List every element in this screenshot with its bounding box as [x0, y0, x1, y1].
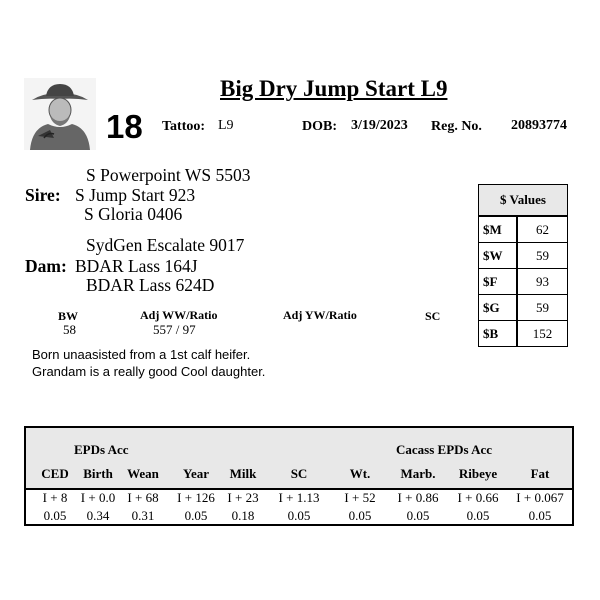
- epd-accuracy: 0.05: [43, 508, 67, 523]
- epd-value: I + 1.13: [278, 490, 320, 505]
- animal-name: Big Dry Jump Start L9: [220, 76, 448, 101]
- svalue-value: 59: [517, 243, 568, 269]
- svalue-label: $B: [479, 321, 518, 347]
- epd-value: I + 0.0: [80, 490, 116, 505]
- epd-accuracy: 0.18: [231, 508, 255, 523]
- epd-value: I + 126: [177, 490, 215, 505]
- epd-value: I + 0.66: [457, 490, 499, 505]
- table-row: [479, 243, 568, 269]
- epd-column-header: Wt.: [349, 466, 371, 481]
- epd-accuracy: 0.31: [131, 508, 155, 523]
- svalue-label: $W: [479, 243, 518, 269]
- sire-dam: S Gloria 0406: [84, 204, 183, 224]
- epd-accuracy: 0.34: [86, 508, 110, 523]
- epd-column-header: CED: [41, 466, 69, 481]
- reg-label: Reg. No.: [431, 119, 482, 134]
- epd-column-header: Year: [183, 466, 209, 481]
- sire-name: S Jump Start 923: [75, 185, 196, 205]
- tattoo-label: Tattoo:: [162, 119, 206, 134]
- svalue-label: $M: [479, 216, 518, 243]
- lot-number: 18: [106, 108, 143, 145]
- svalue-value: 59: [517, 295, 568, 321]
- dollar-values-table: [478, 184, 568, 347]
- epd-accuracy: 0.05: [528, 508, 552, 523]
- cowboy-logo: [24, 78, 96, 150]
- dam-dam: BDAR Lass 624D: [86, 275, 215, 295]
- epd-column-header: Fat: [530, 466, 550, 481]
- svalue-value: 93: [517, 269, 568, 295]
- epd-column-header: Marb.: [400, 466, 436, 481]
- ww-label: Adj WW/Ratio: [140, 308, 218, 322]
- epd-column-header: SC: [290, 466, 308, 481]
- epd-value: I + 23: [227, 490, 259, 505]
- epd-column-header: Birth: [83, 466, 113, 481]
- epd-value: I + 0.86: [397, 490, 439, 505]
- table-row: [479, 295, 568, 321]
- table-row: [479, 321, 568, 347]
- bw-value: 58: [63, 322, 76, 337]
- note-line-1: Born unaasisted from a 1st calf heifer.: [32, 347, 251, 362]
- epd-accuracy: 0.05: [348, 508, 372, 523]
- svalue-value: 152: [517, 321, 568, 347]
- bw-label: BW: [58, 309, 79, 323]
- epd-value: I + 0.067: [516, 490, 564, 505]
- dam-sire: SydGen Escalate 9017: [86, 235, 245, 255]
- carcass-group-label: Cacass EPDs Acc: [396, 442, 493, 457]
- yw-label: Adj YW/Ratio: [283, 308, 357, 322]
- epd-column-header: Ribeye: [458, 466, 498, 481]
- epd-group-label: EPDs Acc: [74, 442, 129, 457]
- table-row: [479, 269, 568, 295]
- svalue-label: $G: [479, 295, 518, 321]
- svalue-value: 62: [517, 216, 568, 243]
- epd-column-header: Wean: [127, 466, 159, 481]
- dob-value: 3/19/2023: [351, 118, 408, 133]
- reg-value: 20893774: [511, 118, 567, 133]
- sire-sire: S Powerpoint WS 5503: [86, 165, 251, 185]
- sire-label: Sire:: [25, 185, 61, 205]
- epd-column-header: Milk: [229, 466, 257, 481]
- note-line-2: Grandam is a really good Cool daughter.: [32, 364, 266, 379]
- epd-table: [24, 426, 574, 526]
- sc-label: SC: [425, 309, 441, 323]
- epd-accuracy: 0.05: [184, 508, 208, 523]
- table-row: [479, 216, 568, 243]
- epd-accuracy: 0.05: [466, 508, 490, 523]
- dob-label: DOB:: [302, 119, 337, 134]
- dollar-values-title: $ Values: [479, 185, 568, 217]
- tattoo-value: L9: [218, 118, 234, 133]
- epd-value: I + 52: [344, 490, 376, 505]
- ww-value: 557 / 97: [153, 322, 196, 337]
- svalue-label: $F: [479, 269, 518, 295]
- epd-value: I + 8: [42, 490, 68, 505]
- dam-label: Dam:: [25, 256, 67, 276]
- dam-name: BDAR Lass 164J: [75, 256, 198, 276]
- epd-accuracy: 0.05: [406, 508, 430, 523]
- epd-accuracy: 0.05: [287, 508, 311, 523]
- epd-value: I + 68: [127, 490, 159, 505]
